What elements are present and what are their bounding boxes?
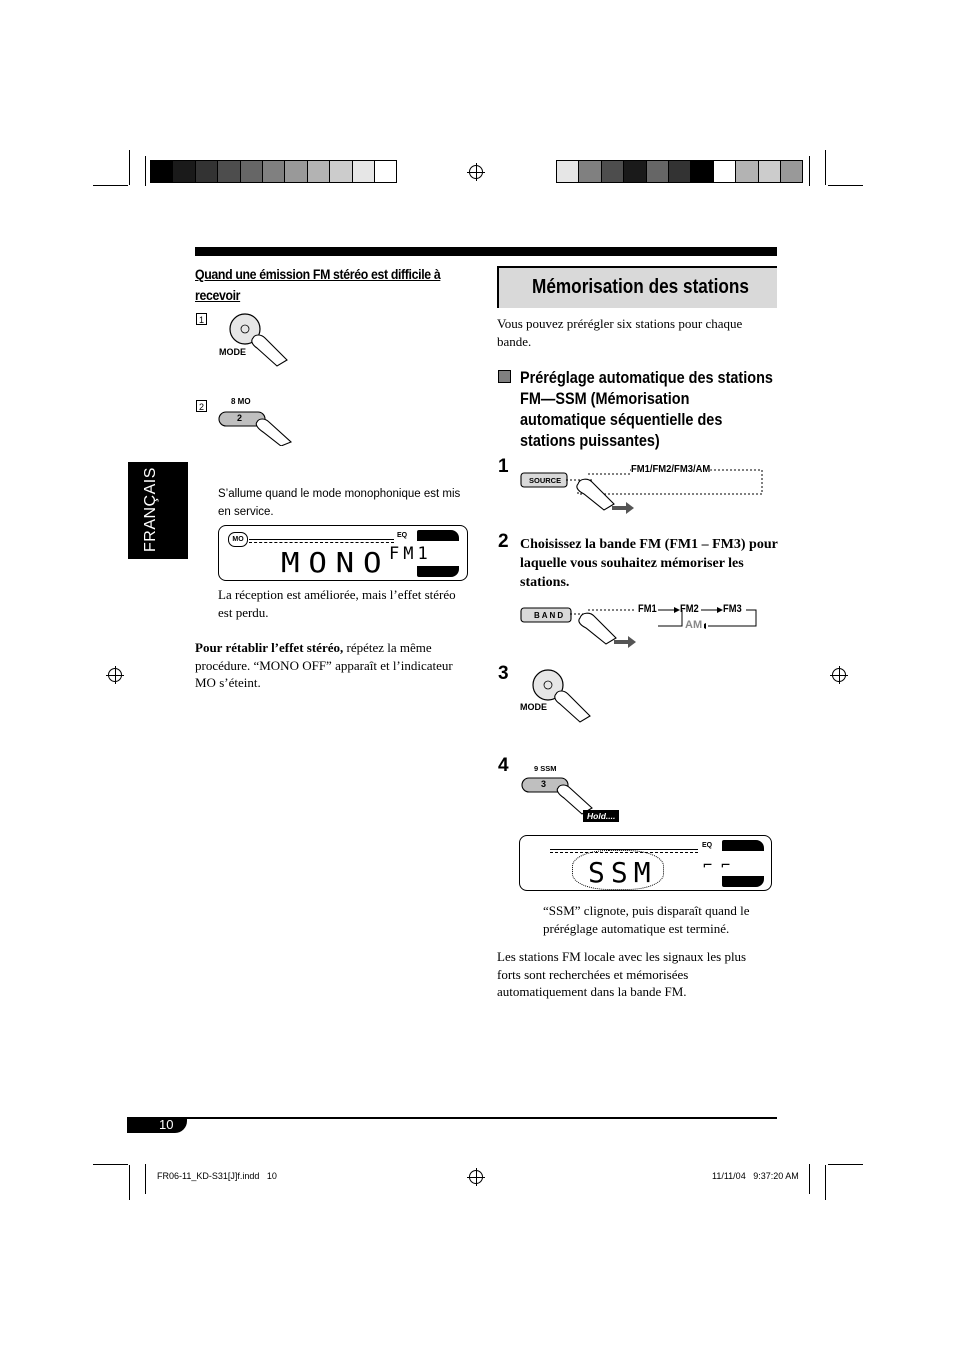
page-title: Mémorisation des stations bbox=[532, 276, 749, 298]
timestamp: 11/11/04 9:37:20 AM bbox=[712, 1171, 799, 1181]
mode-label: MODE bbox=[219, 347, 246, 357]
lcd-main-text: MONO bbox=[281, 546, 391, 579]
eq-arc-top bbox=[417, 530, 459, 541]
color-swatch bbox=[195, 160, 218, 183]
hold-label: Hold.... bbox=[583, 810, 619, 822]
mode-button-illustration-2[interactable] bbox=[516, 664, 596, 726]
bottom-rule bbox=[127, 1117, 777, 1119]
registration-mark-bottom bbox=[469, 1170, 483, 1184]
step-2-number: 2 bbox=[498, 531, 509, 552]
mo-button-illustration[interactable] bbox=[215, 396, 300, 446]
band-fm1: FM1 bbox=[638, 603, 657, 615]
registration-mark-top bbox=[469, 165, 483, 179]
top-rule bbox=[195, 247, 777, 256]
color-swatch bbox=[262, 160, 285, 183]
color-swatch bbox=[172, 160, 195, 183]
mode-label-2: MODE bbox=[520, 702, 547, 712]
title-box bbox=[497, 266, 777, 308]
section-heading: Quand une émission FM stéréo est difficile à recevoir bbox=[195, 266, 441, 303]
ssm-lcd-display bbox=[519, 835, 772, 891]
level-bar bbox=[249, 539, 394, 543]
color-swatch bbox=[240, 160, 263, 183]
eq-arc-bottom-2 bbox=[722, 876, 764, 887]
color-swatch bbox=[623, 160, 646, 183]
color-swatch bbox=[307, 160, 330, 183]
step-box-2: 2 bbox=[196, 400, 207, 412]
color-swatch bbox=[601, 160, 624, 183]
step-box-1: 1 bbox=[196, 313, 207, 325]
ssm-button-label: 9 SSM bbox=[534, 764, 557, 773]
color-swatch bbox=[578, 160, 601, 183]
color-swatch bbox=[217, 160, 240, 183]
language-tab bbox=[128, 462, 188, 559]
source-cycle: FM1/FM2/FM3/AM bbox=[631, 463, 711, 475]
color-swatch bbox=[284, 160, 307, 183]
mode-button-illustration[interactable] bbox=[215, 308, 295, 370]
band-fm2: FM2 bbox=[680, 603, 699, 615]
color-swatch bbox=[668, 160, 691, 183]
mo-indicator: MO bbox=[228, 532, 248, 547]
ssm-caption: “SSM” clignote, puis disparaît quand le préréglage automatique est terminé. bbox=[543, 903, 750, 936]
language-tab-label: FRANÇAIS bbox=[142, 467, 159, 552]
step-3-number: 3 bbox=[498, 663, 509, 684]
ssm-button-illustration[interactable] bbox=[518, 762, 628, 826]
source-label: SOURCE bbox=[529, 476, 562, 485]
page-number: 10 bbox=[159, 1117, 174, 1132]
step-2-text: Choisissez la bande FM (FM1 – FM3) pour laquelle vous souhaitez mémoriser les stations. bbox=[520, 537, 778, 590]
eq-arc-bottom bbox=[417, 566, 459, 577]
band-am: AM bbox=[685, 619, 703, 631]
color-swatch bbox=[780, 160, 803, 183]
color-swatch bbox=[556, 160, 579, 183]
band-fm3: FM3 bbox=[723, 603, 742, 615]
registration-mark-right bbox=[832, 668, 846, 682]
color-swatch bbox=[646, 160, 669, 183]
lcd-sub-text: FM1 bbox=[389, 544, 432, 564]
band-label: BAND bbox=[534, 611, 566, 620]
step-1-number: 1 bbox=[498, 456, 509, 477]
color-swatch bbox=[150, 160, 173, 183]
file-name: FR06-11_KD-S31[J]f.indd 10 bbox=[157, 1171, 277, 1181]
color-swatch bbox=[758, 160, 781, 183]
color-swatch bbox=[374, 160, 397, 183]
color-swatch bbox=[735, 160, 758, 183]
source-button-illustration[interactable] bbox=[518, 460, 768, 520]
ssm-button-number: 3 bbox=[541, 779, 547, 789]
reception-note: La réception est améliorée, mais l’effet stéréo est perdu. bbox=[218, 587, 456, 620]
mo-button-number: 2 bbox=[237, 413, 243, 423]
mo-button-label: 8 MO bbox=[231, 397, 251, 406]
intro-text: Vous pouvez prérégler six stations pour chaque bande. bbox=[497, 316, 743, 349]
restore-bold: Pour rétablir l’effet stéréo, bbox=[195, 640, 344, 655]
color-swatch bbox=[329, 160, 352, 183]
band-button-illustration[interactable] bbox=[518, 598, 768, 654]
registration-mark-left bbox=[108, 668, 122, 682]
restore-paragraph bbox=[195, 639, 465, 692]
page-number-tab bbox=[127, 1117, 187, 1133]
subheading: Préréglage automatique des stations FM—SSM (Mémorisation automatique séquentielle des stations puissantes) bbox=[520, 368, 773, 450]
step-4-number: 4 bbox=[498, 755, 509, 776]
lcd-ssm-text: SSM bbox=[588, 856, 657, 889]
eq-indicator-2: EQ bbox=[702, 842, 713, 849]
eq-arc-top-2 bbox=[722, 840, 764, 851]
closing-text: Les stations FM locale avec les signaux les plus forts sont recherchées et mémorisées automatiquement dans la bande FM. bbox=[497, 949, 747, 999]
mono-caption: S’allume quand le mode monophonique est mis en service. bbox=[218, 488, 461, 518]
color-swatch bbox=[690, 160, 713, 183]
color-swatch bbox=[713, 160, 736, 183]
subheading-bullet bbox=[498, 370, 511, 383]
restore-rest: répétez la même procédure. “MONO OFF” apparaît et l’indicateur MO s’éteint. bbox=[195, 640, 453, 690]
lcd-frequency-segments: ⌐ ⌐ bbox=[703, 856, 731, 874]
mono-lcd-display bbox=[218, 525, 468, 581]
eq-indicator: EQ bbox=[397, 532, 408, 539]
color-swatch bbox=[352, 160, 375, 183]
